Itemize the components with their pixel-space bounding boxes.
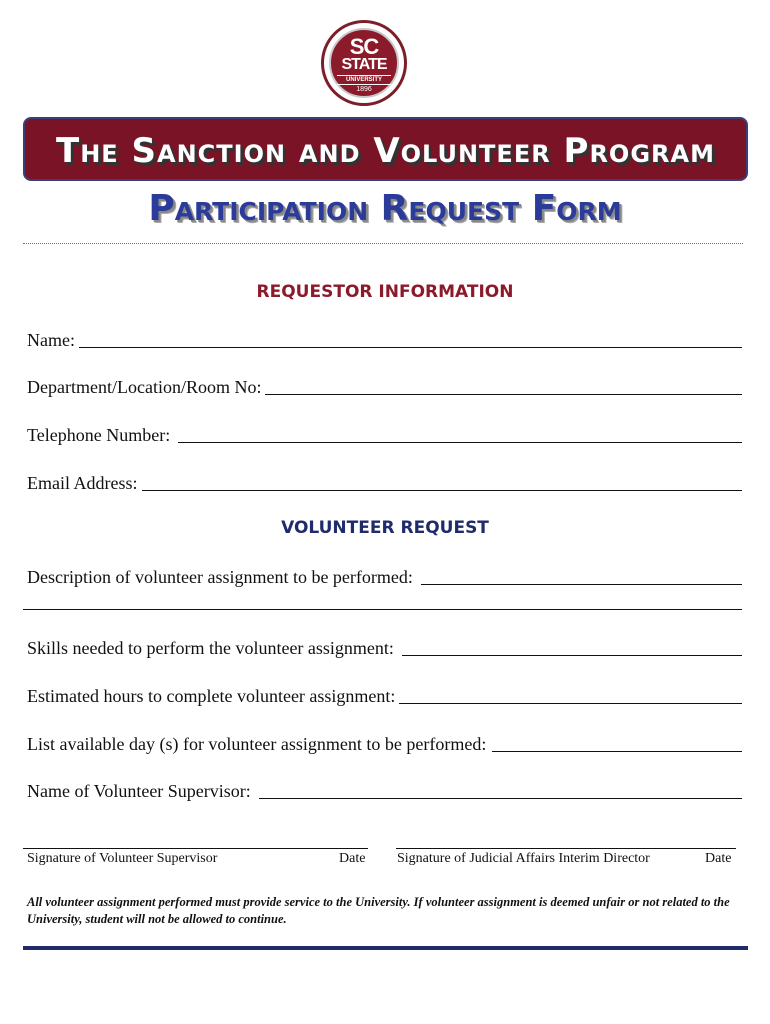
supervisor-input-line[interactable] (259, 798, 742, 799)
supervisor-signature-label: Signature of Volunteer Supervisor (27, 851, 218, 866)
hours-field[interactable] (27, 686, 742, 706)
logo-state-text: STATE (341, 56, 387, 73)
skills-label: Skills needed to perform the volunteer assignment: (27, 638, 394, 658)
university-logo (321, 20, 407, 106)
skills-field[interactable] (27, 638, 742, 658)
logo-seal (329, 28, 399, 98)
footer-rule (23, 946, 748, 950)
supervisor-date-label: Date (339, 851, 366, 866)
logo-sc-text: SC (349, 34, 379, 59)
director-date-label: Date (705, 851, 732, 866)
description-continuation-line[interactable] (23, 609, 742, 610)
title-banner (23, 117, 748, 181)
director-signature-line[interactable] (396, 848, 736, 849)
days-label: List available day (s) for volunteer assignment to be performed: (27, 734, 487, 754)
days-input-line[interactable] (492, 751, 742, 752)
requestor-section-heading: REQUESTOR INFORMATION (256, 282, 514, 302)
volunteer-section-heading: VOLUNTEER REQUEST (281, 518, 489, 538)
description-field[interactable] (27, 567, 742, 587)
email-field[interactable] (27, 473, 742, 493)
director-signature-label: Signature of Judicial Affairs Interim Director (397, 851, 650, 866)
department-input-line[interactable] (265, 394, 742, 395)
email-input-line[interactable] (142, 490, 743, 491)
program-title: The Sanction and Volunteer Program (56, 131, 715, 171)
email-label: Email Address: (27, 473, 138, 493)
hours-input-line[interactable] (399, 703, 742, 704)
policy-notice: All volunteer assignment performed must provide service to the University. If volunteer assignment is deemed unfair or not related to the University, student will not be allowed to continue. (27, 895, 730, 926)
supervisor-field[interactable] (27, 781, 742, 801)
hours-label: Estimated hours to complete volunteer assignment: (27, 686, 396, 706)
description-label: Description of volunteer assignment to be performed: (27, 567, 413, 587)
logo-year-text: 1896 (356, 86, 372, 93)
name-input-line[interactable] (79, 347, 742, 348)
skills-input-line[interactable] (402, 655, 742, 656)
telephone-label: Telephone Number: (27, 425, 171, 445)
telephone-field[interactable] (27, 425, 742, 445)
days-field[interactable] (27, 734, 742, 754)
description-input-line[interactable] (421, 584, 742, 585)
name-label: Name: (27, 330, 75, 350)
department-field[interactable] (27, 377, 742, 397)
form-subtitle: Participation Request Form (148, 188, 622, 229)
department-label: Department/Location/Room No: (27, 377, 262, 397)
telephone-input-line[interactable] (178, 442, 742, 443)
header-divider (23, 243, 743, 244)
supervisor-label: Name of Volunteer Supervisor: (27, 781, 251, 801)
name-field[interactable] (27, 330, 742, 350)
logo-university-text: UNIVERSITY (337, 75, 391, 85)
supervisor-signature-line[interactable] (23, 848, 368, 849)
